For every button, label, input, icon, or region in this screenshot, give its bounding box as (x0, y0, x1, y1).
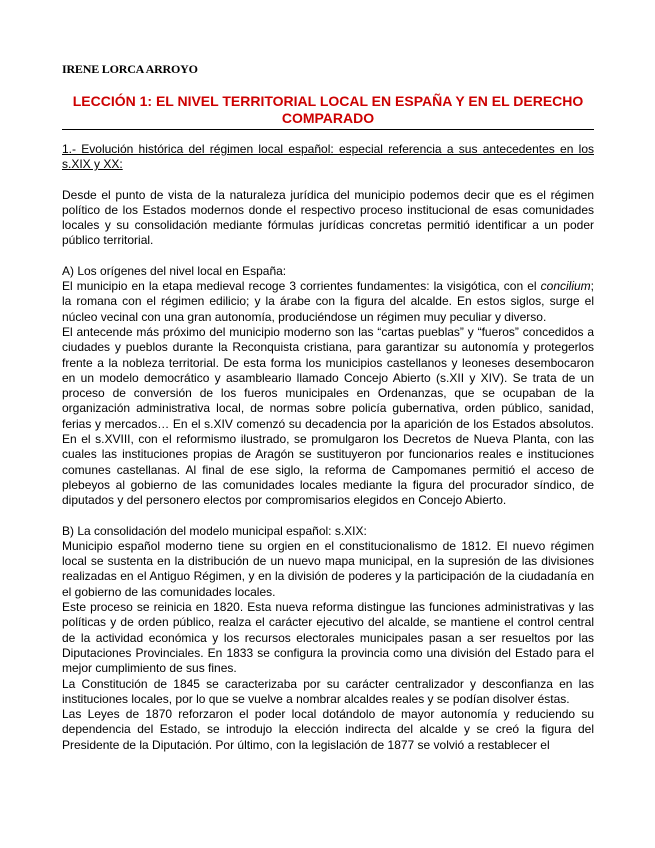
section-a-heading: A) Los orígenes del nivel local en España: (62, 263, 287, 278)
title-divider (62, 129, 594, 130)
section-1-heading: 1.- Evolución histórica del régimen local español: especial referencia a sus antecedentes en los s.XIX y XX: (62, 142, 594, 172)
lesson-title: LECCIÓN 1: EL NIVEL TERRITORIAL LOCAL EN ESPAÑA Y EN EL DERECHO COMPARADO (72, 93, 584, 126)
section-b-paragraph-2: Este proceso se reinicia en 1820. Esta nueva reforma distingue las funciones administrativas y las políticas y de orden público, realza el carácter ejecutivo del alcalde, se mantiene el control central de la actividad económica y los recursos electorales municipales pasan a ser resueltos por las Diputaciones Provinciales. En 1833 se configura la provincia como una división del Estado para el mejor cumplimiento de sus fines. (62, 600, 594, 676)
section-b-heading: B) La consolidación del modelo municipal español: s.XIX: (62, 523, 367, 538)
section-a-paragraph-2: El antecende más próximo del municipio moderno son las “cartas pueblas” y “fueros” concedidos a ciudades y pueblos durante la Reconquista cristiana, para garantizar su autonomía y protegerlos frente a la nobleza territorial. De esta forma los municipios castellanos y leoneses desembocaron en un modelo democrático y asambleario llamado Concejo Abierto (s.XII y XIV). Se trata de un proceso de conversión de los fueros municipales en Ordenanzas, que se ocupaban de la organización administrativa local, de normas sobre policía gubernativa, orden público, sanidad, ferias y mercados… En el s.XIV comenzó su decadencia por la aparición de los Estados absolutos. En el s.XVIII, con el reformismo ilustrado, se promulgaron los Decretos de Nueva Planta, con las cuales las instituciones propias de Aragón se sustituyeron por funcionarios reales e instituciones comunes castellanas. Al final de ese siglo, la reforma de Campomanes permitió el acceso de plebeyos al gobierno de las comunidades locales mediante la figura del procurador síndico, de diputados y del personero electos por compromisarios elegidos en Concejo Abierto. (62, 324, 594, 508)
document-body (62, 142, 594, 753)
section-b-paragraph-3: La Constitución de 1845 se caracterizaba por su carácter centralizador y desconfianza en las instituciones locales, por lo que se vuelve a nombrar alcaldes reales y se podían disolver éstas. (62, 676, 594, 706)
concilium-term: concilium (540, 279, 591, 294)
section-1-intro: Desde el punto de vista de la naturaleza jurídica del municipio podemos decir que es el régimen político de los Estados modernos donde el respectivo proceso institucional de esas comunidades locales y su consolidación mediante fórmulas jurídicas concretas permitió identificar a un poder público territorial. (62, 187, 594, 248)
section-a-paragraph-1: El municipio en la etapa medieval recoge 3 corrientes fundamentes: la visigótica, con el concilium; la romana con el régimen edilicio; y la árabe con la figura del alcalde. En estos siglos, surge el núcleo vecinal con una gran autonomía, produciéndose un régimen muy peculiar y diverso. (62, 279, 594, 324)
section-b-paragraph-1: Municipio español moderno tiene su orgien en el constitucionalismo de 1812. El nuevo régimen local se sustenta en la distribución de un nuevo mapa municipal, en la supresión de las divisiones realizadas en el Antiguo Régimen, y en la división de poderes y la participación de la ciudadanía en el gobierno de las comunidades locales. (62, 538, 594, 599)
author-name: IRENE LORCA ARROYO (62, 62, 198, 76)
section-b-paragraph-4: Las Leyes de 1870 reforzaron el poder local dotándolo de mayor autonomía y reduciendo su dependencia del Estado, se introdujo la elección indirecta del alcalde y se creó la figura del Presidente de la Diputación. Por último, con la legislación de 1877 se volvió a restablecer el (62, 707, 594, 752)
